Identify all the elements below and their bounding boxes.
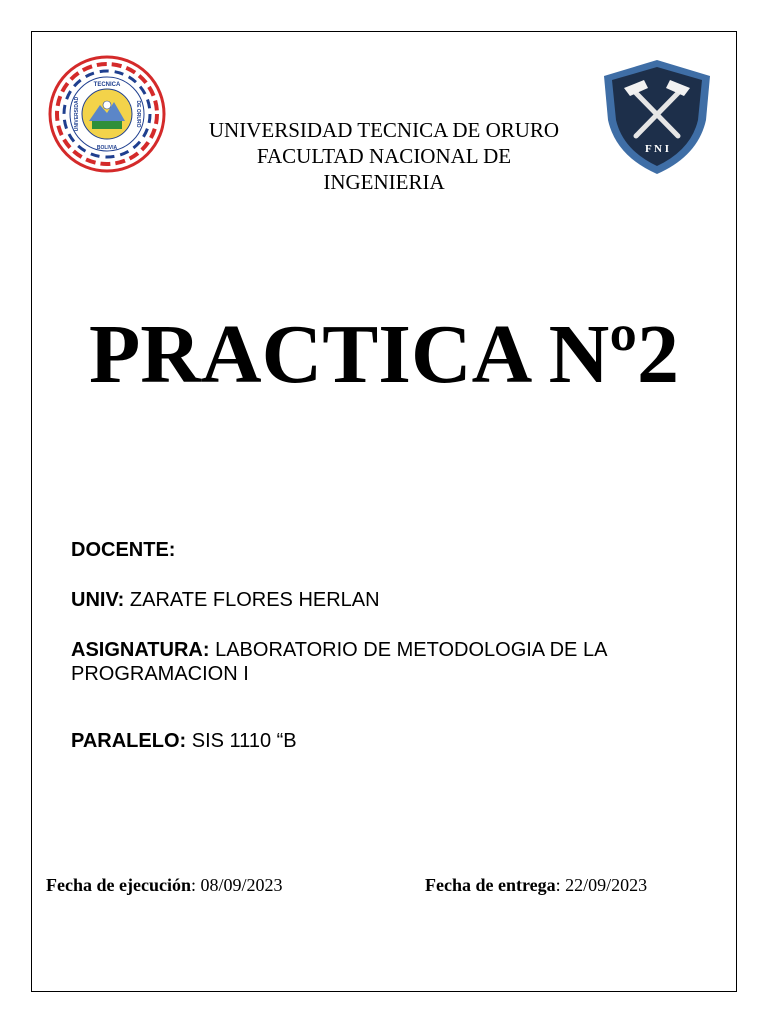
- paralelo-field: [71, 729, 711, 753]
- document-title: PRACTICA Nº2: [88, 308, 680, 401]
- delivery-date-value: : 22/09/2023: [555, 875, 648, 895]
- paralelo-label: PARALELO:: [71, 730, 187, 752]
- seal-top-text: TECNICA: [93, 82, 121, 88]
- seal-left-text: UNIVERSIDAD: [74, 96, 80, 132]
- university-seal-icon: [48, 55, 166, 173]
- execution-date-value: : 08/09/2023: [190, 875, 283, 895]
- header-line-3: INGENIERIA: [323, 170, 445, 194]
- univ-field: [71, 588, 711, 612]
- univ-value: ZARATE FLORES HERLAN: [129, 589, 380, 611]
- docente-label: DOCENTE:: [71, 539, 176, 561]
- institution-header: [168, 117, 600, 195]
- delivery-date-label: Fecha de entrega: [425, 875, 556, 895]
- asignatura-value: LABORATORIO DE METODOLOGIA DE LA PROGRAMACION I: [71, 639, 607, 685]
- delivery-date: [425, 874, 647, 896]
- asignatura-field: [71, 638, 701, 686]
- asignatura-label: ASIGNATURA:: [71, 639, 210, 661]
- header-line-2: FACULTAD NACIONAL DE: [256, 144, 512, 168]
- execution-date: [46, 874, 282, 896]
- docente-field: [71, 538, 711, 562]
- fni-shield-hammer-icon: [600, 58, 714, 176]
- execution-date-label: Fecha de ejecución: [46, 875, 191, 895]
- seal-right-text: DE ORURO: [135, 100, 141, 128]
- fni-logo-text: F N I: [644, 143, 670, 155]
- paralelo-value: SIS 1110 “B: [191, 730, 297, 752]
- univ-label: UNIV:: [71, 589, 125, 611]
- seal-bottom-text: BOLIVIA: [96, 145, 118, 151]
- header-line-1: UNIVERSIDAD TECNICA DE ORURO: [208, 118, 560, 142]
